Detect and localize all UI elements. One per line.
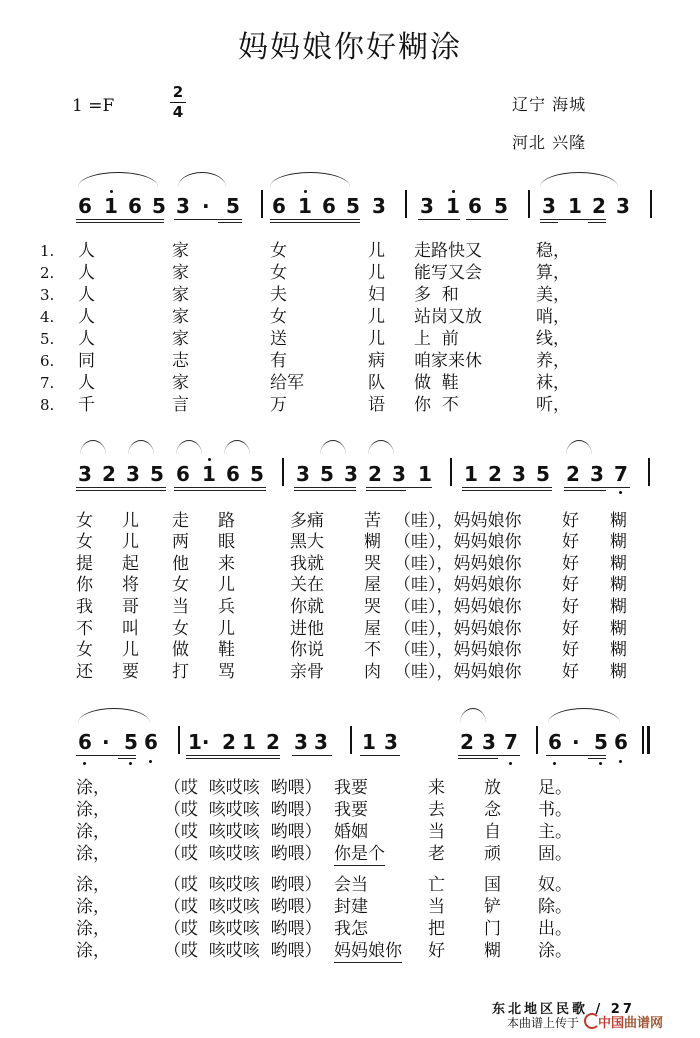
lyric: 将 — [122, 575, 139, 595]
lyric: 万 — [270, 395, 287, 415]
lyric: 封建 — [334, 897, 368, 917]
lyric: 会当 — [334, 875, 368, 895]
lyric: 听， — [536, 395, 570, 415]
note: 2 — [488, 462, 502, 486]
lyric: 打 — [172, 662, 189, 682]
note: 6 — [614, 730, 628, 754]
lyric: 哥 — [122, 597, 139, 617]
note: 6 — [226, 462, 240, 486]
high-octave-dot — [208, 458, 211, 461]
lyric: 病 — [368, 351, 385, 371]
low-octave-dot — [129, 762, 132, 765]
lyric: 放 — [484, 778, 501, 798]
lyric: 糊 — [610, 554, 627, 574]
lyric: 志 — [172, 351, 189, 371]
lyric: 千 — [78, 395, 95, 415]
bar-line — [178, 726, 180, 754]
note: 5 — [124, 730, 138, 754]
lyric: 糊 — [610, 640, 627, 660]
lyric: 好 — [428, 941, 445, 961]
lyric: 要 — [122, 662, 139, 682]
lyric: 我要 — [334, 778, 368, 798]
bar-line — [528, 190, 530, 218]
note: 2 — [566, 462, 580, 486]
lyric: （哇），妈妈娘你 — [394, 662, 522, 682]
song-title: 妈妈娘你好糊涂 — [238, 30, 462, 65]
note: 3 — [314, 730, 328, 754]
note: 7 — [614, 462, 628, 486]
lyric: 糊 — [364, 532, 381, 552]
lyric: 还 — [76, 662, 93, 682]
lyric: （哎 咳哎咳 哟喂） — [164, 875, 322, 895]
note: 2 — [460, 730, 474, 754]
low-octave-dot — [619, 491, 622, 494]
high-octave-dot — [110, 190, 113, 193]
lyric: 家 — [172, 373, 189, 393]
lyric: 涂。 — [538, 941, 572, 961]
note: 6 — [128, 194, 142, 218]
lyric: 顽 — [484, 844, 501, 864]
lyric: 女 — [76, 532, 93, 552]
bar-line — [648, 458, 650, 486]
note: · — [572, 730, 580, 754]
lyric: 固。 — [538, 844, 572, 864]
lyric: 书。 — [538, 800, 572, 820]
note: 1 — [242, 730, 256, 754]
lyric: （哎 咳哎咳 哟喂） — [164, 919, 322, 939]
time-signature-top: 2 — [172, 83, 184, 101]
low-octave-dot — [599, 762, 602, 765]
bar-line — [350, 726, 352, 754]
lyric: 涂， — [76, 778, 110, 798]
site-brand-part-2: 曲谱网 — [624, 1016, 664, 1031]
slur — [566, 440, 592, 455]
lyric: （哎 咳哎咳 哟喂） — [164, 897, 322, 917]
bar-line — [261, 190, 263, 218]
note: 3 — [482, 730, 496, 754]
lyric: 关在 — [290, 575, 324, 595]
lyric: 多 和 — [414, 285, 459, 305]
lyric: 儿 — [218, 575, 235, 595]
lyric: 走路快又 — [414, 241, 482, 261]
note: 5 — [494, 194, 508, 218]
lyric: 人 — [78, 285, 95, 305]
note: · — [102, 730, 110, 754]
lyric: 好 — [562, 662, 579, 682]
verse-number: 5. — [40, 330, 55, 348]
lyric: 多痛 — [290, 511, 324, 531]
lyric: 我就 — [290, 554, 324, 574]
lyric: 做 — [172, 640, 189, 660]
note: 5 — [346, 194, 360, 218]
lyric: 路 — [218, 511, 235, 531]
slur — [540, 172, 618, 187]
final-bar-line-thick — [647, 726, 650, 754]
lyric: 好 — [562, 619, 579, 639]
note: 6 — [322, 194, 336, 218]
lyric: 女 — [270, 241, 287, 261]
lyric: 家 — [172, 329, 189, 349]
lyric: 门 — [484, 919, 501, 939]
note: 1 — [418, 462, 432, 486]
low-octave-dot — [553, 762, 556, 765]
lyric: 线， — [536, 329, 570, 349]
lyric: （哎 咳哎咳 哟喂） — [164, 941, 322, 961]
lyric: 足。 — [538, 778, 572, 798]
slur — [78, 172, 158, 187]
lyric: 来 — [218, 554, 235, 574]
source-caption: 东北地区民歌 / 27 — [492, 1002, 635, 1017]
note: 2 — [222, 730, 236, 754]
lyric: 两 — [172, 532, 189, 552]
lyric: 言 — [172, 395, 189, 415]
note: 5 — [594, 730, 608, 754]
slur — [460, 708, 486, 723]
note: 1· — [188, 730, 210, 754]
lyric: 叫 — [122, 619, 139, 639]
lyric: 家 — [172, 307, 189, 327]
lyric: （哎 咳哎咳 哟喂） — [164, 844, 322, 864]
lyric: 骂 — [218, 662, 235, 682]
note: 1 — [446, 194, 460, 218]
lyric: 不 — [364, 640, 381, 660]
note: 1 — [568, 194, 582, 218]
lyric: 好 — [562, 575, 579, 595]
lyric: 亲骨 — [290, 662, 324, 682]
lyric: 涂， — [76, 800, 110, 820]
lyric: 有 — [270, 351, 287, 371]
lyric: 好 — [562, 532, 579, 552]
note: 3 — [420, 194, 434, 218]
note: 2 — [266, 730, 280, 754]
lyric: 糊 — [610, 597, 627, 617]
lyric: 哭 — [364, 554, 381, 574]
note: 6 — [144, 730, 158, 754]
note: 6 — [78, 730, 92, 754]
lyric: 儿 — [122, 532, 139, 552]
lyric: 涂， — [76, 822, 110, 842]
upload-caption: 本曲谱上传于 — [507, 1016, 580, 1030]
lyric: 语 — [368, 395, 385, 415]
lyric: 他 — [172, 554, 189, 574]
lyric: 黑大 — [290, 532, 324, 552]
site-brand — [598, 1012, 663, 1031]
lyric: 出。 — [538, 919, 572, 939]
lyric: 我 — [76, 597, 93, 617]
lyric: 主。 — [538, 822, 572, 842]
lyric: 把 — [428, 919, 445, 939]
slur — [320, 440, 346, 455]
lyric: 糊 — [610, 575, 627, 595]
lyric: （哎 咳哎咳 哟喂） — [164, 822, 322, 842]
lyric: 儿 — [218, 619, 235, 639]
note: 3 — [512, 462, 526, 486]
lyric: 能写又会 — [414, 263, 482, 283]
lyric: 眼 — [218, 532, 235, 552]
site-brand-part-1: 中国 — [598, 1016, 625, 1031]
lyric: 女 — [270, 307, 287, 327]
lyric: 人 — [78, 241, 95, 261]
lyric: 女 — [76, 640, 93, 660]
lyric: （哇），妈妈娘你 — [394, 554, 522, 574]
lyric: 走 — [172, 511, 189, 531]
lyric: 送 — [270, 329, 287, 349]
final-bar-line-thin — [642, 726, 644, 754]
note: 6 — [78, 194, 92, 218]
lyric: 你说 — [290, 640, 324, 660]
note: 5 — [226, 194, 240, 218]
lyric: 女 — [270, 263, 287, 283]
slur — [78, 708, 150, 723]
slur — [128, 440, 154, 455]
lyric: 你就 — [290, 597, 324, 617]
lyric: 女 — [76, 511, 93, 531]
lyric: 提 — [76, 554, 93, 574]
lyric: （哇），妈妈娘你 — [394, 640, 522, 660]
note: 3 — [542, 194, 556, 218]
lyric: 你是个 — [334, 844, 385, 864]
note: 3 — [126, 462, 140, 486]
high-octave-dot — [304, 190, 307, 193]
lyric: 来 — [428, 778, 445, 798]
slur — [368, 440, 394, 455]
time-signature — [170, 84, 186, 121]
note: 2 — [102, 462, 116, 486]
slur — [80, 440, 106, 455]
time-signature-bottom: 4 — [172, 103, 184, 121]
note: 6 — [548, 730, 562, 754]
lyric: 屋 — [364, 619, 381, 639]
lyric: 队 — [368, 373, 385, 393]
lyric: 你 — [76, 575, 93, 595]
note: 1 — [202, 462, 216, 486]
note: 3 — [384, 730, 398, 754]
slur — [224, 440, 250, 455]
lyric: 糊 — [610, 532, 627, 552]
lyric: 咱家来休 — [414, 351, 482, 371]
lyric: 女 — [172, 575, 189, 595]
note: 3 — [78, 462, 92, 486]
lyric: 兵 — [218, 597, 235, 617]
note: 3 — [392, 462, 406, 486]
lyric: 同 — [78, 351, 95, 371]
note: 6 — [176, 462, 190, 486]
lyric: 起 — [122, 554, 139, 574]
lyric: 婚姻 — [334, 822, 368, 842]
lyric: 当 — [428, 897, 445, 917]
note: 1 — [104, 194, 118, 218]
verse-number: 6. — [40, 352, 55, 370]
lyric: 自 — [484, 822, 501, 842]
lyric: 你 不 — [414, 395, 459, 415]
note: 3 — [372, 194, 386, 218]
lyric: 进他 — [290, 619, 324, 639]
note: 6 — [272, 194, 286, 218]
lyric: （哇），妈妈娘你 — [394, 619, 522, 639]
lyric: 儿 — [368, 263, 385, 283]
lyric: 铲 — [484, 897, 501, 917]
key-signature: 1 =F — [72, 96, 115, 116]
lyric: 家 — [172, 285, 189, 305]
lyric: 涂， — [76, 875, 110, 895]
note: 7 — [504, 730, 518, 754]
lyric: 涂， — [76, 919, 110, 939]
lyric: 算， — [536, 263, 570, 283]
note: 3 — [590, 462, 604, 486]
lyric: 家 — [172, 263, 189, 283]
note: 3 — [344, 462, 358, 486]
lyric: 上 前 — [414, 329, 459, 349]
lyric: 涂， — [76, 844, 110, 864]
lyric: 当 — [172, 597, 189, 617]
lyric: （哇），妈妈娘你 — [394, 597, 522, 617]
note: 1 — [464, 462, 478, 486]
lyric: 涂， — [76, 941, 110, 961]
slur — [176, 440, 202, 455]
lyric: 夫 — [270, 285, 287, 305]
lyric: 好 — [562, 640, 579, 660]
slur — [548, 708, 620, 723]
lyric: 女 — [172, 619, 189, 639]
lyric: 糊 — [610, 619, 627, 639]
lyric: 儿 — [122, 511, 139, 531]
lyric: 哭 — [364, 597, 381, 617]
lyric: 人 — [78, 307, 95, 327]
lyric: 儿 — [368, 329, 385, 349]
note: 1 — [362, 730, 376, 754]
lyric: 儿 — [368, 307, 385, 327]
origin-region-2: 河北 兴隆 — [512, 133, 587, 152]
note: 3 — [296, 462, 310, 486]
lyric: 糊 — [610, 511, 627, 531]
verse-number: 4. — [40, 308, 55, 326]
low-octave-dot — [619, 760, 622, 763]
lyric: 我怎 — [334, 919, 368, 939]
note: · — [202, 194, 210, 218]
lyric: 屋 — [364, 575, 381, 595]
lyric: （哇），妈妈娘你 — [394, 511, 522, 531]
lyric: 去 — [428, 800, 445, 820]
note: 6 — [468, 194, 482, 218]
low-octave-dot — [83, 762, 86, 765]
lyric: 做 鞋 — [414, 373, 459, 393]
high-octave-dot — [452, 190, 455, 193]
low-octave-dot — [149, 760, 152, 763]
note: 1 — [298, 194, 312, 218]
note: 3 — [294, 730, 308, 754]
lyric: 念 — [484, 800, 501, 820]
lyric: 人 — [78, 263, 95, 283]
note: 5 — [320, 462, 334, 486]
lyric: 儿 — [122, 640, 139, 660]
lyric: 给军 — [270, 373, 304, 393]
lyric: 奴。 — [538, 875, 572, 895]
lyric: 苦 — [364, 511, 381, 531]
note: 3 — [176, 194, 190, 218]
lyric: （哇），妈妈娘你 — [394, 575, 522, 595]
lyric: 除。 — [538, 897, 572, 917]
lyric: 亡 — [428, 875, 445, 895]
lyric: 好 — [562, 597, 579, 617]
bar-line — [282, 458, 284, 486]
lyric: 不 — [76, 619, 93, 639]
lyric: 妇 — [368, 285, 385, 305]
lyric: 稳， — [536, 241, 570, 261]
note: 5 — [250, 462, 264, 486]
lyric: 儿 — [368, 241, 385, 261]
lyric: 袜， — [536, 373, 570, 393]
lyric: 站岗又放 — [414, 307, 482, 327]
lyric: 糊 — [484, 941, 501, 961]
lyric: 老 — [428, 844, 445, 864]
lyric: 涂， — [76, 897, 110, 917]
lyric: （哎 咳哎咳 哟喂） — [164, 778, 322, 798]
lyric: 家 — [172, 241, 189, 261]
verse-number: 1. — [40, 242, 55, 260]
lyric: 好 — [562, 511, 579, 531]
lyric: 好 — [562, 554, 579, 574]
lyric: 美， — [536, 285, 570, 305]
bar-line — [650, 190, 652, 218]
lyric: 鞋 — [218, 640, 235, 660]
note: 3 — [616, 194, 630, 218]
note: 5 — [536, 462, 550, 486]
verse-number: 3. — [40, 286, 55, 304]
slur — [178, 172, 226, 187]
verse-number: 7. — [40, 374, 55, 392]
bar-line — [536, 726, 538, 754]
verse-number: 8. — [40, 396, 55, 414]
lyric: （哇），妈妈娘你 — [394, 532, 522, 552]
note: 5 — [152, 194, 166, 218]
note: 5 — [150, 462, 164, 486]
lyric: 人 — [78, 329, 95, 349]
lyric: 肉 — [364, 662, 381, 682]
lyric: 当 — [428, 822, 445, 842]
note: 2 — [368, 462, 382, 486]
low-octave-dot — [509, 762, 512, 765]
slur — [270, 172, 350, 187]
lyric: 人 — [78, 373, 95, 393]
note: 2 — [592, 194, 606, 218]
lyric: 我要 — [334, 800, 368, 820]
lyric: 养， — [536, 351, 570, 371]
lyric: 妈妈娘你 — [334, 941, 402, 961]
bar-line — [450, 458, 452, 486]
bar-line — [405, 190, 407, 218]
lyric: （哎 咳哎咳 哟喂） — [164, 800, 322, 820]
origin-region-1: 辽宁 海城 — [512, 95, 587, 114]
lyric: 哨， — [536, 307, 570, 327]
lyric: 国 — [484, 875, 501, 895]
lyric: 糊 — [610, 662, 627, 682]
verse-number: 2. — [40, 264, 55, 282]
